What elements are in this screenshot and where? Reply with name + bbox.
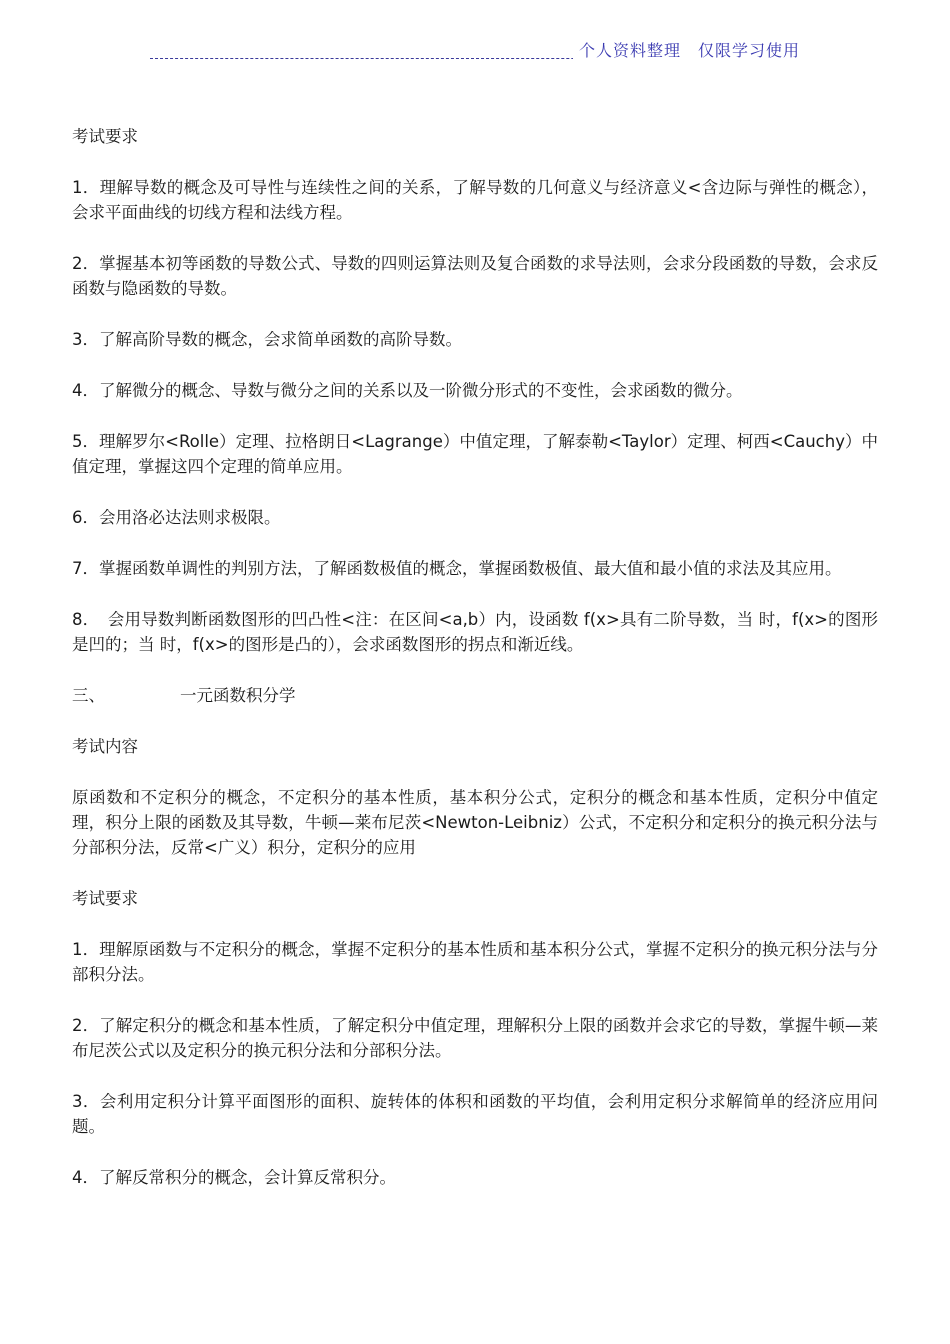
requirement-item: 4．了解反常积分的概念，会计算反常积分。 bbox=[72, 1168, 396, 1187]
requirement-item: 3．了解高阶导数的概念，会求简单函数的高阶导数。 bbox=[72, 330, 462, 349]
header-note: 个人资料整理 仅限学习使用 bbox=[573, 38, 800, 61]
content-heading: 考试内容 bbox=[72, 737, 138, 756]
requirement-item: 1．理解导数的概念及可导性与连续性之间的关系，了解导数的几何意义与经济意义<含边际与弹性的概念），会求平面曲线的切线方程和法线方程。 bbox=[72, 178, 878, 222]
requirement-item: 3．会利用定积分计算平面图形的面积、旋转体的体积和函数的平均值，会利用定积分求解简单的经济应用问题。 bbox=[72, 1092, 878, 1136]
section-title: 一元函数积分学 bbox=[180, 686, 296, 705]
document-body bbox=[72, 124, 878, 1216]
page-header bbox=[150, 38, 800, 62]
section-heading bbox=[72, 683, 878, 708]
content-paragraph: 原函数和不定积分的概念，不定积分的基本性质，基本积分公式，定积分的概念和基本性质，定积分中值定理，积分上限的函数及其导数，牛顿—莱布尼茨<Newton-Leibniz）公式，不定积分和定积分的换元积分法与分部积分法，反常<广义）积分，定积分的应用 bbox=[72, 788, 878, 857]
requirements-heading: 考试要求 bbox=[72, 127, 138, 146]
requirement-item: 2．了解定积分的概念和基本性质，了解定积分中值定理，理解积分上限的函数并会求它的导数，掌握牛顿—莱布尼茨公式以及定积分的换元积分法和分部积分法。 bbox=[72, 1016, 878, 1060]
requirements-heading: 考试要求 bbox=[72, 889, 138, 908]
section-number: 三、 bbox=[72, 686, 105, 705]
requirement-item: 2．掌握基本初等函数的导数公式、导数的四则运算法则及复合函数的求导法则，会求分段函数的导数，会求反函数与隐函数的导数。 bbox=[72, 254, 878, 298]
requirement-item: 8． 会用导数判断函数图形的凹凸性<注：在区间<a,b）内，设函数 f(x>具有二阶导数，当 时，f(x>的图形是凹的；当 时，f(x>的图形是凸的），会求函数图形的拐点和渐近线。 bbox=[72, 610, 878, 654]
requirement-item: 5．理解罗尔<Rolle）定理、拉格朗日<Lagrange）中值定理，了解泰勒<Taylor）定理、柯西<Cauchy）中值定理，掌握这四个定理的简单应用。 bbox=[72, 432, 878, 476]
requirement-item: 7．掌握函数单调性的判别方法，了解函数极值的概念，掌握函数极值、最大值和最小值的求法及其应用。 bbox=[72, 559, 842, 578]
requirement-item: 6．会用洛必达法则求极限。 bbox=[72, 508, 281, 527]
requirement-item: 4．了解微分的概念、导数与微分之间的关系以及一阶微分形式的不变性，会求函数的微分。 bbox=[72, 381, 743, 400]
requirement-item: 1．理解原函数与不定积分的概念，掌握不定积分的基本性质和基本积分公式，掌握不定积分的换元积分法与分部积分法。 bbox=[72, 940, 878, 984]
